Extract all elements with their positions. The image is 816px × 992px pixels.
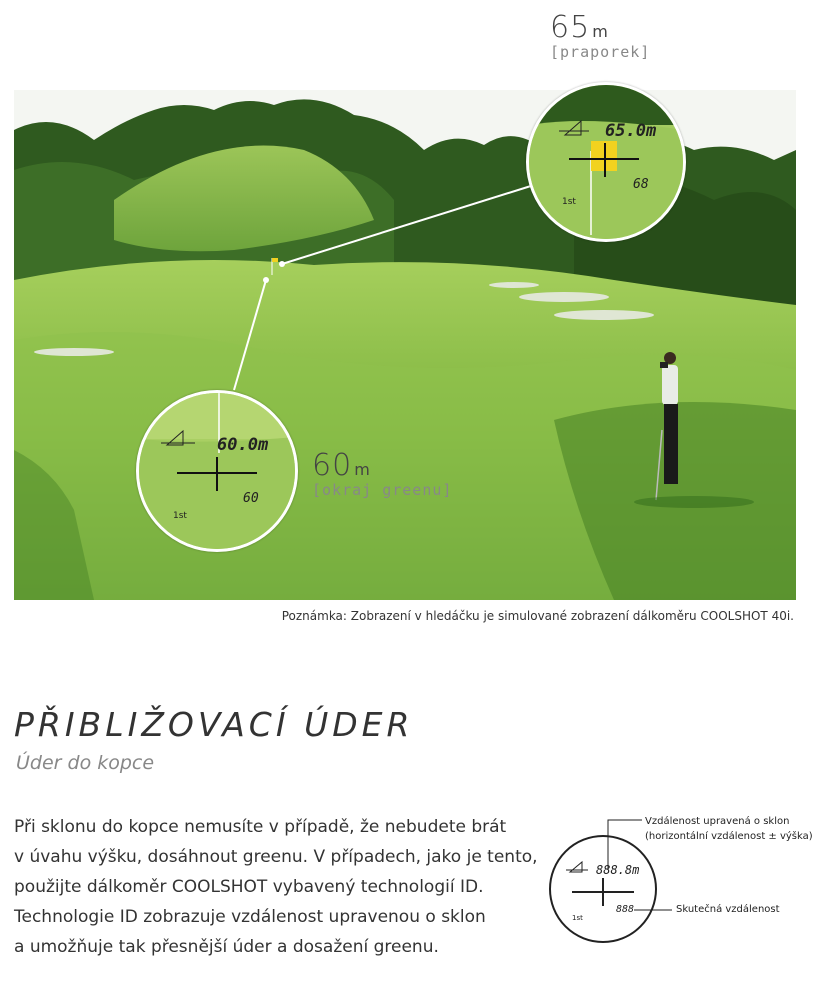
body-line: a umožňuje tak přesnější úder a dosažení greenu. xyxy=(14,937,439,957)
readout-main: 65.0m xyxy=(605,121,657,141)
section-subtitle: Úder do kopce xyxy=(16,752,155,774)
shot-indicator: 1st xyxy=(173,511,187,521)
legend-adjusted-line2: (horizontální vzdálenost ± výška) xyxy=(645,831,813,842)
legend-adjusted xyxy=(645,814,813,844)
diagram-shot-indicator: 1st xyxy=(572,914,583,922)
viewfinder-green-edge xyxy=(136,390,298,552)
body-line: Při sklonu do kopce nemusíte v případě, že nebudete brát xyxy=(14,817,507,837)
distance-label: [okraj greenu] xyxy=(312,481,453,499)
distance-label: [praporek] xyxy=(550,43,651,61)
image-note: Poznámka: Zobrazení v hledáčku je simulované zobrazení dálkoměru COOLSHOT 40i. xyxy=(281,609,794,623)
callout-flag xyxy=(550,10,650,61)
section-title: PŘIBLIŽOVACÍ ÚDER xyxy=(14,705,414,744)
body-line: použijte dálkoměr COOLSHOT vybavený technologií ID. xyxy=(14,877,484,897)
callout-green-edge xyxy=(312,448,452,499)
diagram-main-readout: 888.8m xyxy=(596,863,640,877)
viewfinder-flag xyxy=(526,82,686,242)
distance-value: 60 xyxy=(312,448,353,483)
distance-unit: m xyxy=(354,460,370,479)
shot-indicator: 1st xyxy=(562,197,576,207)
readout-small: 68 xyxy=(633,177,649,192)
readout-main: 60.0m xyxy=(217,435,269,455)
body-line: Technologie ID zobrazuje vzdálenost upravenou o sklon xyxy=(14,907,486,927)
readout-small: 60 xyxy=(243,491,259,506)
body-line: v úvahu výšku, dosáhnout greenu. V případech, jako je tento, xyxy=(14,847,538,867)
distance-unit: m xyxy=(592,22,608,41)
legend-actual: Skutečná vzdálenost xyxy=(676,904,780,915)
diagram-small-readout: 888 xyxy=(616,904,635,915)
legend-adjusted-line1: Vzdálenost upravená o sklon xyxy=(645,816,790,827)
distance-value: 65 xyxy=(550,10,591,45)
body-text xyxy=(14,812,544,962)
viewfinder-diagram xyxy=(548,834,658,944)
